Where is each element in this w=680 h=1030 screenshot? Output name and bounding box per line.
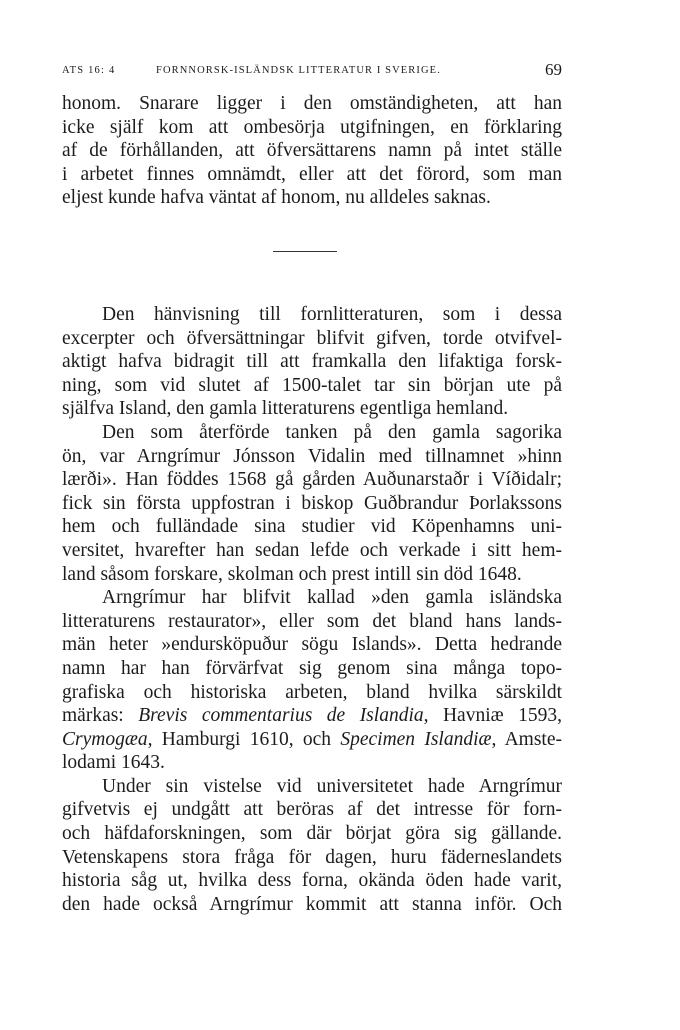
text-span: , Amste- xyxy=(491,728,562,750)
text-line: fick sin första uppfostran i biskop Guðbrandur Þorlakssons xyxy=(62,492,562,514)
text-span: märkas: xyxy=(62,705,124,727)
text-line: land såsom forskare, skolman och prest intill sin död 1648. xyxy=(62,563,522,585)
text-line: män heter »endursköpuður sögu Islands». Detta hedrande xyxy=(62,634,562,656)
text-line: grafiska och historiska arbeten, bland hvilka särskildt xyxy=(62,681,562,703)
main-text xyxy=(62,303,562,916)
series-label: ATS 16: 4 xyxy=(62,65,116,76)
text-line: af de förhållanden, att öfversättarens namn på intet ställe xyxy=(62,140,562,162)
page-number: 69 xyxy=(545,60,562,79)
text-line: historia såg ut, hvilka dess forna, okända öden hade varit, xyxy=(62,870,562,892)
text-line: lodami 1643. xyxy=(62,752,165,774)
text-line: i arbetet finnes omnämdt, eller att det förord, som man xyxy=(62,163,562,185)
text-line: Den hänvisning till fornlitteraturen, som i dessa xyxy=(102,304,562,325)
text-line: ning, som vid slutet af 1500-talet tar sin början ute på xyxy=(62,374,562,396)
text-line: Den som återförde tanken på den gamla sagorika xyxy=(102,421,562,443)
text-span: , Hamburgi 1610, och xyxy=(147,728,332,750)
text-line: Arngrímur har blifvit kallad »den gamla isländska xyxy=(102,587,562,609)
text-line: Vetenskapens stora fråga för dagen, huru fäderneslandets xyxy=(62,846,562,868)
text-line xyxy=(62,704,562,728)
text-line: aktigt hafva bidragit till att framkalla den lifaktiga forsk- xyxy=(62,351,562,373)
text-line: gifvetvis ej undgått att beröras af det intresse för forn- xyxy=(62,799,562,821)
text-line: excerpter och öfversättningar blifvit gifven, torde otvifvel- xyxy=(62,327,562,349)
text-line: ön, var Arngrímur Jónsson Vidalin med tillnamnet »hinn xyxy=(62,445,562,467)
text-line: versitet, hvarefter han sedan lefde och verkade i sitt hem- xyxy=(62,539,562,561)
text-line: icke själf kom att ombesörja utgifningen, en förklaring xyxy=(62,116,562,138)
book-title-italic: Brevis commentarius de Islandia xyxy=(138,705,424,727)
text-line: litteraturens restaurator», eller som det bland hans lands- xyxy=(62,610,562,632)
text-line: namn har han förvärfvat sig genom sina många topo- xyxy=(62,657,562,679)
paragraph-continued xyxy=(62,92,562,210)
book-title-italic: Specimen Islandiæ xyxy=(340,728,492,750)
text-span: , Havniæ 1593, xyxy=(423,705,562,727)
text-line: Under sin vistelse vid universitetet hade Arngrímur xyxy=(102,775,562,797)
text-line: och häfdaforskningen, som där börjat göra sig gällande. xyxy=(62,823,562,845)
running-header xyxy=(62,60,562,80)
text-line xyxy=(62,728,562,752)
text-line: lærði». Han föddes 1568 gå gården Auðunarstaðr i Víðidalr; xyxy=(62,469,562,491)
running-title: FORNNORSK-ISLÄNDSK LITTERATUR I SVERIGE. xyxy=(156,65,441,76)
book-title-italic: Crymogæa xyxy=(62,728,148,750)
text-line: honom. Snarare ligger i den omständigheten, att han xyxy=(62,93,562,114)
text-line: själfva Island, den gamla litteraturens egentliga hemland. xyxy=(62,398,509,420)
section-divider xyxy=(273,251,337,252)
text-line: eljest kunde hafva väntat af honom, nu alldeles saknas. xyxy=(62,187,491,209)
text-line: hem och fulländade sina studier vid Köpenhamns uni- xyxy=(62,516,562,538)
text-line: den hade också Arngrímur kommit att stanna inför. Och xyxy=(62,893,562,915)
